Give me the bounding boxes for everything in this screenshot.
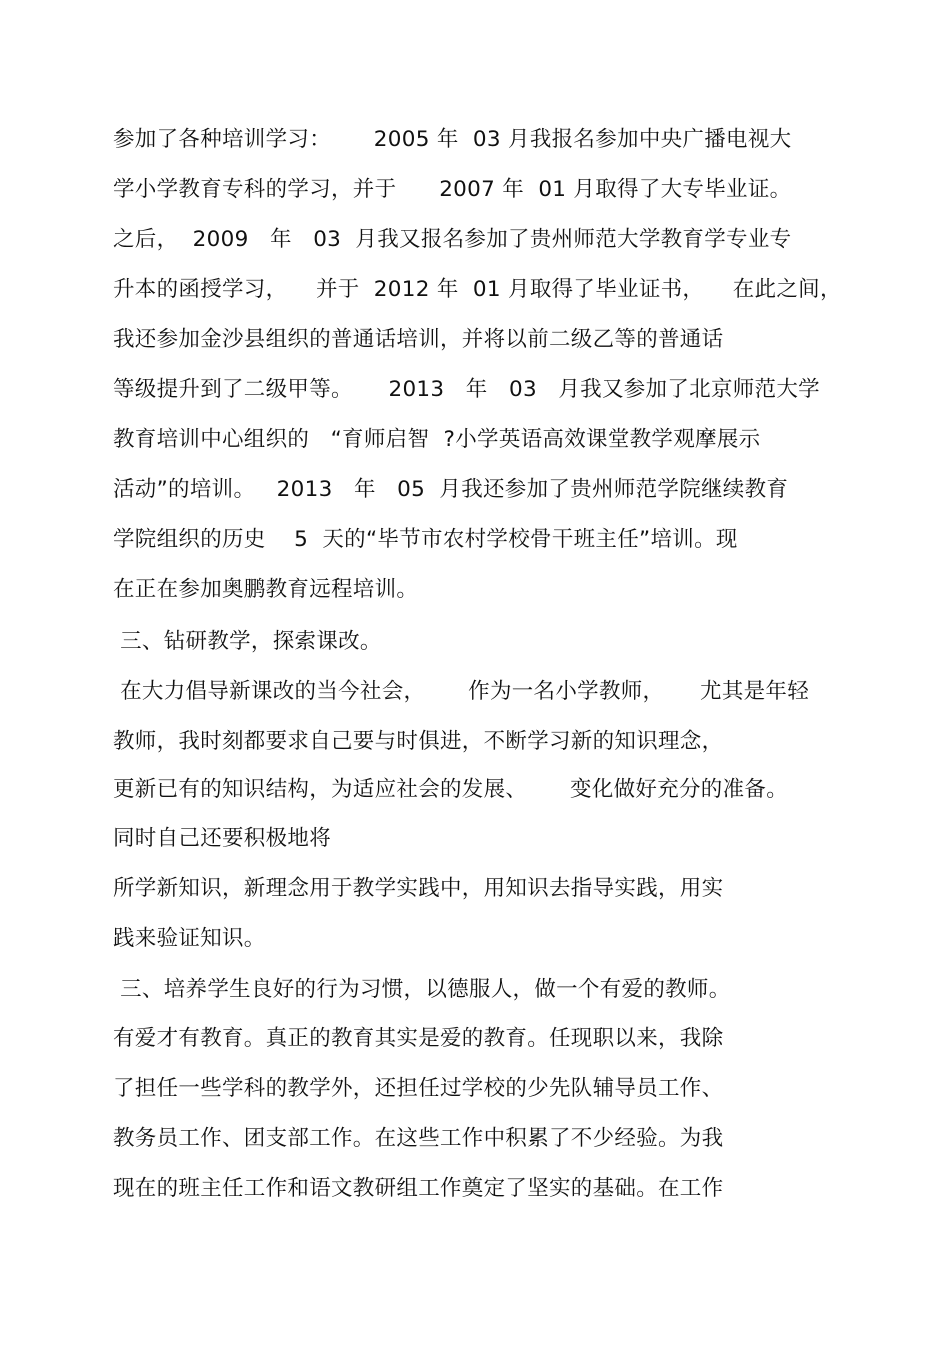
- text-line: 更新已有的知识结构，为适应社会的发展、 变化做好充分的准备。: [113, 777, 789, 802]
- section-heading: 三、培养学生良好的行为习惯，以德服人，做一个有爱的教师。: [113, 977, 731, 1002]
- text-line: 等级提升到了二级甲等。 2013 年 03 月我又参加了北京师范大学: [113, 377, 820, 402]
- text-line: 有爱才有教育。真正的教育其实是爱的教育。任现职以来，我除: [113, 1026, 724, 1051]
- text-line: 在正在参加奥鹏教育远程培训。: [113, 577, 419, 602]
- text-line: 教务员工作、团支部工作。在这些工作中积累了不少经验。为我: [113, 1126, 724, 1151]
- text-line: 之后， 2009 年 03 月我又报名参加了贵州师范大学教育学专业专: [113, 227, 792, 252]
- text-line: 升本的函授学习， 并于 2012 年 01 月取得了毕业证书， 在此之间，: [113, 277, 842, 302]
- text-line: 活动”的培训。 2013 年 05 月我还参加了贵州师范学院继续教育: [113, 477, 789, 502]
- text-line: 了担任一些学科的教学外，还担任过学校的少先队辅导员工作、: [113, 1076, 724, 1101]
- text-line: 践来验证知识。: [113, 926, 266, 951]
- section-heading: 三、钻研教学，探索课改。: [113, 629, 382, 654]
- text-line: 所学新知识，新理念用于教学实践中，用知识去指导实践，用实: [113, 876, 724, 901]
- text-line: 参加了各种培训学习： 2005 年 03 月我报名参加中央广播电视大: [113, 127, 792, 152]
- text-line: 我还参加金沙县组织的普通话培训，并将以前二级乙等的普通话: [113, 327, 724, 352]
- text-line: 现在的班主任工作和语文教研组工作奠定了坚实的基础。在工作: [113, 1176, 724, 1201]
- text-line: 教育培训中心组织的 “育师启智 ?小学英语高效课堂教学观摩展示: [113, 427, 761, 452]
- text-line: 学院组织的历史 5 天的“毕节市农村学校骨干班主任”培训。现: [113, 527, 738, 552]
- text-line: 教师，我时刻都要求自己要与时俱进，不断学习新的知识理念，: [113, 729, 724, 754]
- text-line: 同时自己还要积极地将: [113, 826, 332, 851]
- text-line: 学小学教育专科的学习，并于 2007 年 01 月取得了大专毕业证。: [113, 177, 792, 202]
- text-line: 在大力倡导新课改的当今社会， 作为一名小学教师， 尤其是年轻: [113, 679, 810, 704]
